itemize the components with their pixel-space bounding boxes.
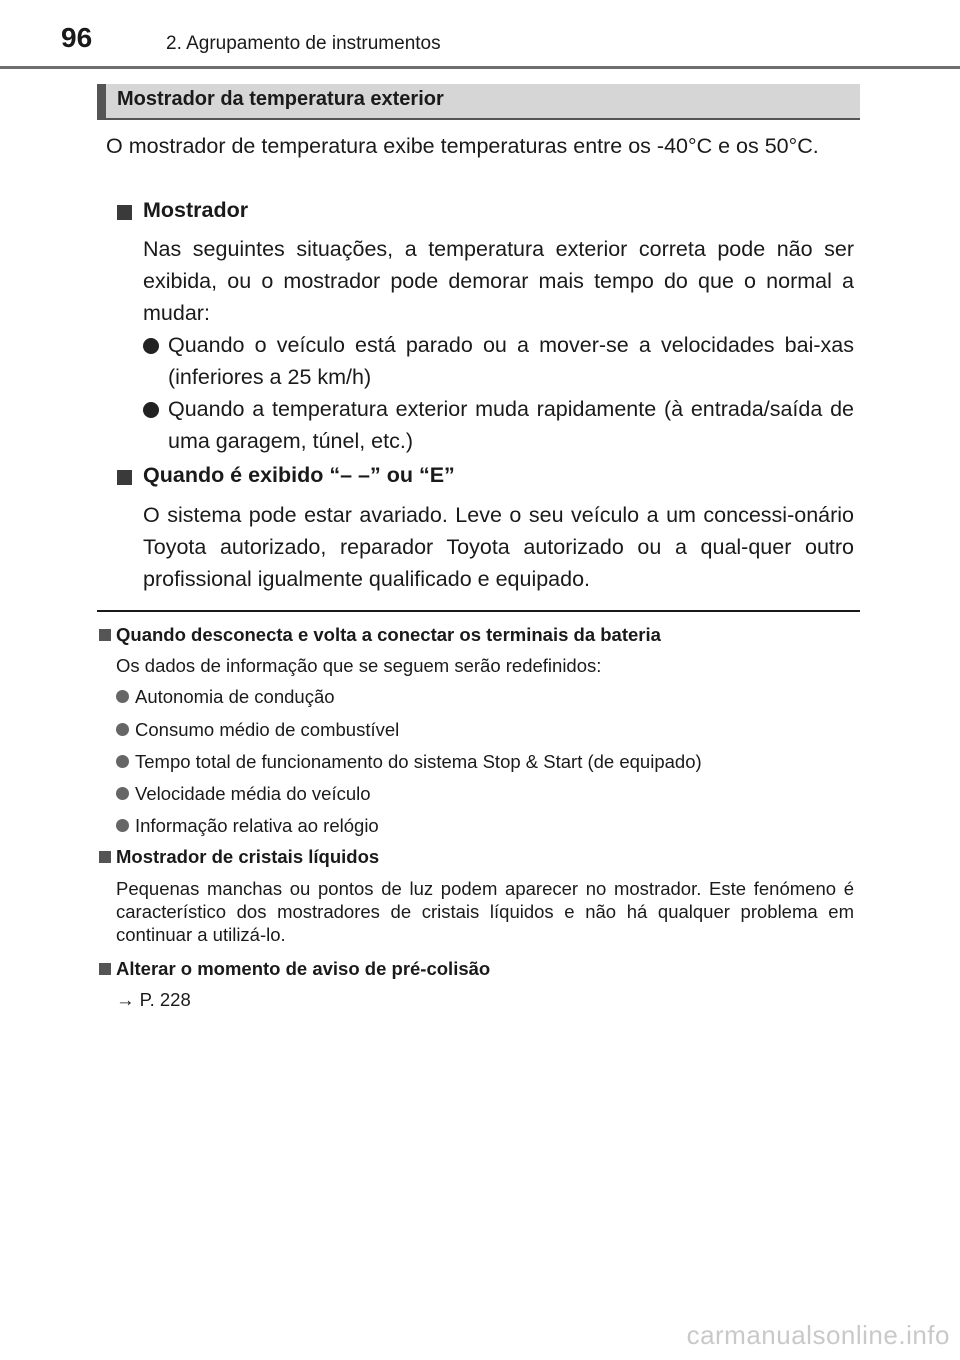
section-title: Mostrador da temperatura exterior — [117, 88, 444, 110]
colisao-reference[interactable] — [116, 988, 191, 1011]
bateria-item: Autonomia de condução — [135, 686, 335, 707]
cristais-body: Pequenas manchas ou pontos de luz podem aparecer no mostrador. Este fenómeno é característico dos mostradores de cristais líquidos e não há qualquer problema em continuar a utilizá-lo. — [116, 878, 854, 945]
watermark: carmanualsonline.info — [686, 1320, 950, 1350]
round-bullet-icon — [116, 690, 129, 703]
cristais-heading: Mostrador de cristais líquidos — [116, 846, 380, 867]
intro-paragraph: O mostrador de temperatura exibe temperaturas entre os -40°C e os 50°C. — [106, 134, 819, 158]
exibido-body: O sistema pode estar avariado. Leve o seu veículo a um concessi-onário Toyota autorizado, reparador Toyota autorizado ou a qual-quer outro profissional igualmente qualificado e equipado. — [143, 503, 854, 591]
round-bullet-icon — [116, 723, 129, 736]
bateria-item: Informação relativa ao relógio — [135, 815, 379, 836]
mostrador-item-2: Quando a temperatura exterior muda rapidamente (à entrada/saída de uma garagem, túnel, etc.) — [168, 397, 854, 453]
round-bullet-icon — [116, 787, 129, 800]
colisao-heading: Alterar o momento de aviso de pré-colisão — [116, 958, 491, 979]
square-bullet-icon — [99, 629, 111, 641]
square-bullet-icon — [99, 851, 111, 863]
square-bullet-icon — [99, 963, 111, 975]
chapter-title: 2. Agrupamento de instrumentos — [166, 33, 441, 54]
exibido-heading: Quando é exibido “– –” ou “E” — [143, 463, 455, 487]
bateria-item: Tempo total de funcionamento do sistema Stop & Start (de equipado) — [135, 751, 702, 772]
arrow-right-icon: → — [116, 989, 135, 1010]
header-rule — [0, 66, 960, 69]
page-number: 96 — [61, 22, 93, 53]
page-header — [0, 0, 960, 70]
bateria-intro: Os dados de informação que se seguem serão redefinidos: — [116, 655, 602, 676]
page-reference-link[interactable]: P. 228 — [139, 989, 191, 1010]
square-bullet-icon — [117, 205, 132, 220]
mostrador-item-1: Quando o veículo está parado ou a mover-se a velocidades bai-xas (inferiores a 25 km/h) — [168, 333, 854, 389]
section-underline — [97, 118, 860, 120]
round-bullet-icon — [116, 819, 129, 832]
mostrador-heading: Mostrador — [143, 198, 249, 222]
round-bullet-icon — [143, 338, 159, 354]
round-bullet-icon — [143, 402, 159, 418]
bateria-item: Velocidade média do veículo — [135, 783, 371, 804]
bateria-heading: Quando desconecta e volta a conectar os terminais da bateria — [116, 624, 661, 645]
round-bullet-icon — [116, 755, 129, 768]
square-bullet-icon — [117, 470, 132, 485]
bateria-item: Consumo médio de combustível — [135, 719, 400, 740]
section-title-bar — [97, 84, 860, 118]
notes-divider — [97, 610, 860, 612]
mostrador-body: Nas seguintes situações, a temperatura exterior correta pode não ser exibida, ou o mostrador pode demorar mais tempo do que o normal a mudar: — [143, 237, 854, 325]
